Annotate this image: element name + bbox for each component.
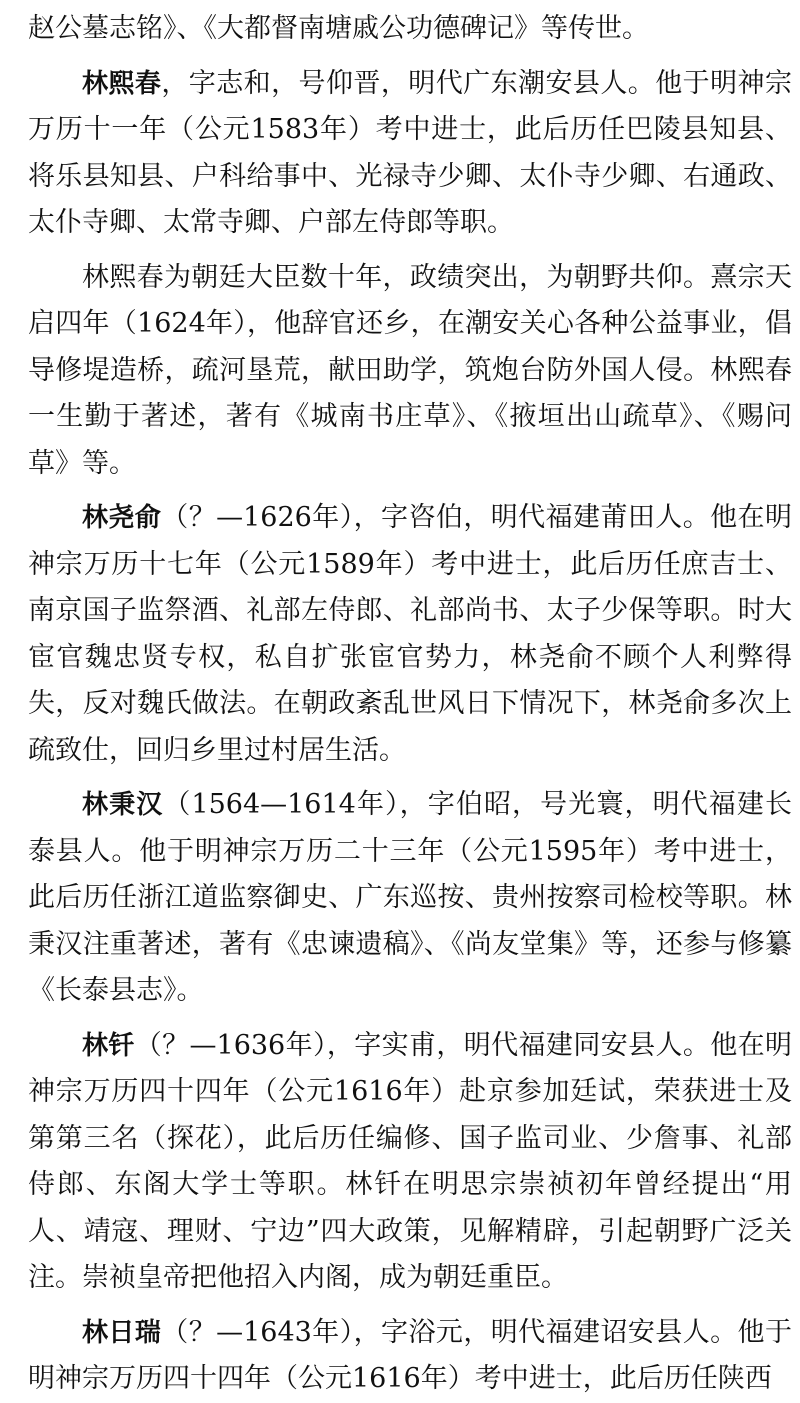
paragraph-continuation: [28, 6, 792, 53]
paragraph-text: （？—1636年），字实甫，明代福建同安县人。他在明神宗万历四十四年（公元1616年）赴京参加廷试，荣获进士及第第三名（探花），此后历任编修、国子监司业、少詹事、礼部侍郎、东阁大学士等职。林钎在明思宗崇祯初年曾经提出“用人、靖寇、理财、宁边”四大政策，见解精辟，引起朝野广泛关注。崇祯皇帝把他招入内阁，成为朝廷重臣。: [28, 1029, 792, 1293]
paragraph-text: ，字志和，号仰晋，明代广东潮安县人。他于明神宗万历十一年（公元1583年）考中进士，此后历任巴陵县知县、将乐县知县、户科给事中、光禄寺少卿、太仆寺少卿、右通政、太仆寺卿、太常寺卿、户部左侍郎等职。: [28, 67, 792, 238]
person-name: 林熙春: [82, 68, 162, 99]
document-page: [28, 6, 792, 1403]
paragraph-text: （？—1626年），字咨伯，明代福建莆田人。他在明神宗万历十七年（公元1589年）考中进士，此后历任庶吉士、南京国子监祭酒、礼部左侍郎、礼部尚书、太子少保等职。时大宦官魏忠贤专权，私自扩张宦官势力，林尧俞不顾个人利弊得失，反对魏氏做法。在朝政紊乱世风日下情况下，林尧俞多次上疏致仕，回归乡里过村居生活。: [28, 502, 792, 766]
biography-lin-qian: [28, 1023, 792, 1302]
person-name: 林日瑞: [82, 1317, 162, 1348]
paragraph-text: 赵公墓志铭》、《大都督南塘戚公功德碑记》等传世。: [28, 13, 649, 44]
biography-lin-binghan: [28, 782, 792, 1015]
person-name: 林尧俞: [82, 503, 162, 533]
paragraph-text: （？—1643年），字浴元，明代福建诏安县人。他于明神宗万历四十四年（公元1616年）考中进士，此后历任陕西: [28, 1316, 792, 1394]
biography-lin-xichun-continued: [28, 255, 792, 488]
biography-lin-xichun: [28, 61, 792, 247]
biography-lin-rirui: [28, 1310, 792, 1403]
paragraph-text: 林熙春为朝廷大臣数十年，政绩突出，为朝野共仰。熹宗天启四年（1624年），他辞官还乡，在潮安关心各种公益事业，倡导修堤造桥，疏河垦荒，献田助学，筑炮台防外国人侵。林熙春一生勤于著述，著有《城南书庄草》、《掖垣出山疏草》、《赐问草》等。: [28, 261, 792, 479]
paragraph-text: （1564—1614年），字伯昭，号光寰，明代福建长泰县人。他于明神宗万历二十三年（公元1595年）考中进士，此后历任浙江道监察御史、广东巡按、贵州按察司检校等职。林秉汉注重著述，著有《忠谏遗稿》、《尚友堂集》等，还参与修纂《长泰县志》。: [28, 789, 792, 1006]
person-name: 林秉汉: [82, 790, 164, 820]
biography-lin-yaoyu: [28, 495, 792, 774]
person-name: 林钎: [82, 1030, 135, 1061]
